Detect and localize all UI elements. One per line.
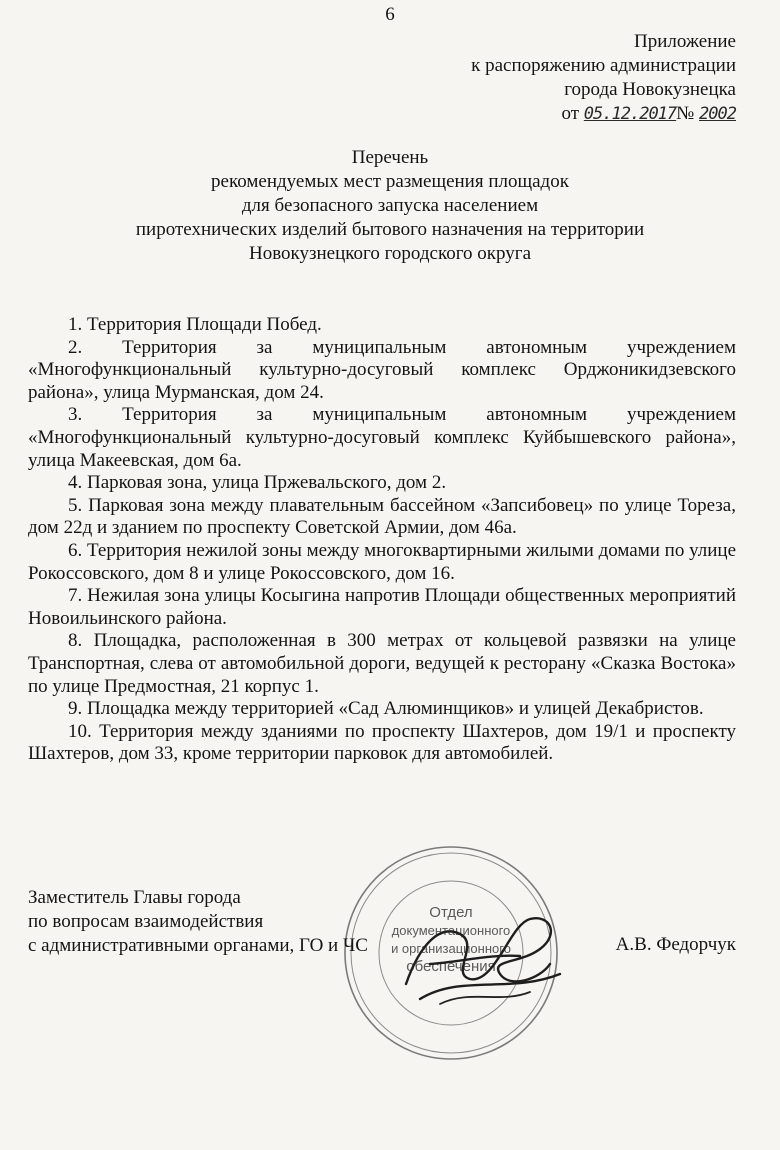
page-number: 6 [385,4,395,25]
list-item: 2. Территория за муниципальным автономным учреждением «Многофункциональный культурно-досуговый комплекс Орджоникидзевского района», улица Мурманская, дом 24. [28,336,736,403]
title-line-3: для безопасного запуска населением [241,195,539,216]
appendix-order-ref: к распоряжению администрации [471,55,736,76]
stamp-line-3: и организационного [391,941,511,956]
document-title [0,146,780,266]
location-list [28,314,736,766]
appendix-city: города Новокузнецка [564,79,736,100]
appendix-date-line [471,102,736,126]
handwritten-number: 2002 [699,104,736,124]
signer-name: А.В. Федорчук [615,934,736,955]
list-item: 1. Территория Площади Побед. [68,314,322,335]
list-item: 6. Территория нежилой зоны между многоквартирными жилыми домами по улице Рокоссовского, дом 8 и улице Рокоссовского, дом 16. [28,539,736,584]
list-item: 4. Парковая зона, улица Пржевальского, дом 2. [68,472,447,494]
signature-block [28,886,368,958]
list-item: 10. Территория между зданиями по проспекту Шахтеров, дом 19/1 и проспекту Шахтеров, дом 33, кроме территории парковок для автомобилей. [28,720,736,765]
title-line-5: Новокузнецкого городского округа [248,243,532,264]
stamp-line-2: документационного [391,923,511,938]
handwritten-date: 05.12.2017 [583,104,677,124]
stamp-line-4: обеспечения [406,958,496,975]
appendix-title: Приложение [634,31,736,52]
title-line-2: рекомендуемых мест размещения площадок [211,171,569,192]
appendix-header [471,30,736,126]
list-item: 8. Площадка, расположенная в 300 метрах от кольцевой развязки на улице Транспортная, слева от автомобильной дороги, ведущей к ресторану «Сказка Востока» по улице Предмостная, 21 корпус 1. [28,630,736,697]
list-item: 5. Парковая зона между плавательным бассейном «Запсибовец» по улице Тореза, дом 22д и зданием по проспекту Советской Армии, дом 46а. [28,494,736,539]
title-line-1: Перечень [351,147,429,168]
number-sign: № [676,103,695,124]
list-item: 7. Нежилая зона улицы Косыгина напротив Площади общественных мероприятий Новоильинского района. [28,585,736,629]
list-item: 3. Территория за муниципальным автономным учреждением «Многофункциональный культурно-досуговый комплекс Куйбышевского района», улица Макеевская, дом 6а. [28,404,736,471]
signer-position-1: Заместитель Главы города [28,887,241,908]
signer-position-3: с административными органами, ГО и ЧС [28,935,368,956]
list-item: 9. Площадка между территорией «Сад Алюминщиков» и улицей Декабристов. [68,698,704,720]
signer-position-2: по вопросам взаимодействия [28,911,264,932]
stamp-line-1: Отдел [429,904,473,921]
date-prefix: от [561,103,580,124]
handwritten-signature [400,904,570,1014]
title-line-4: пиротехнических изделий бытового назначения на территории [135,219,645,240]
